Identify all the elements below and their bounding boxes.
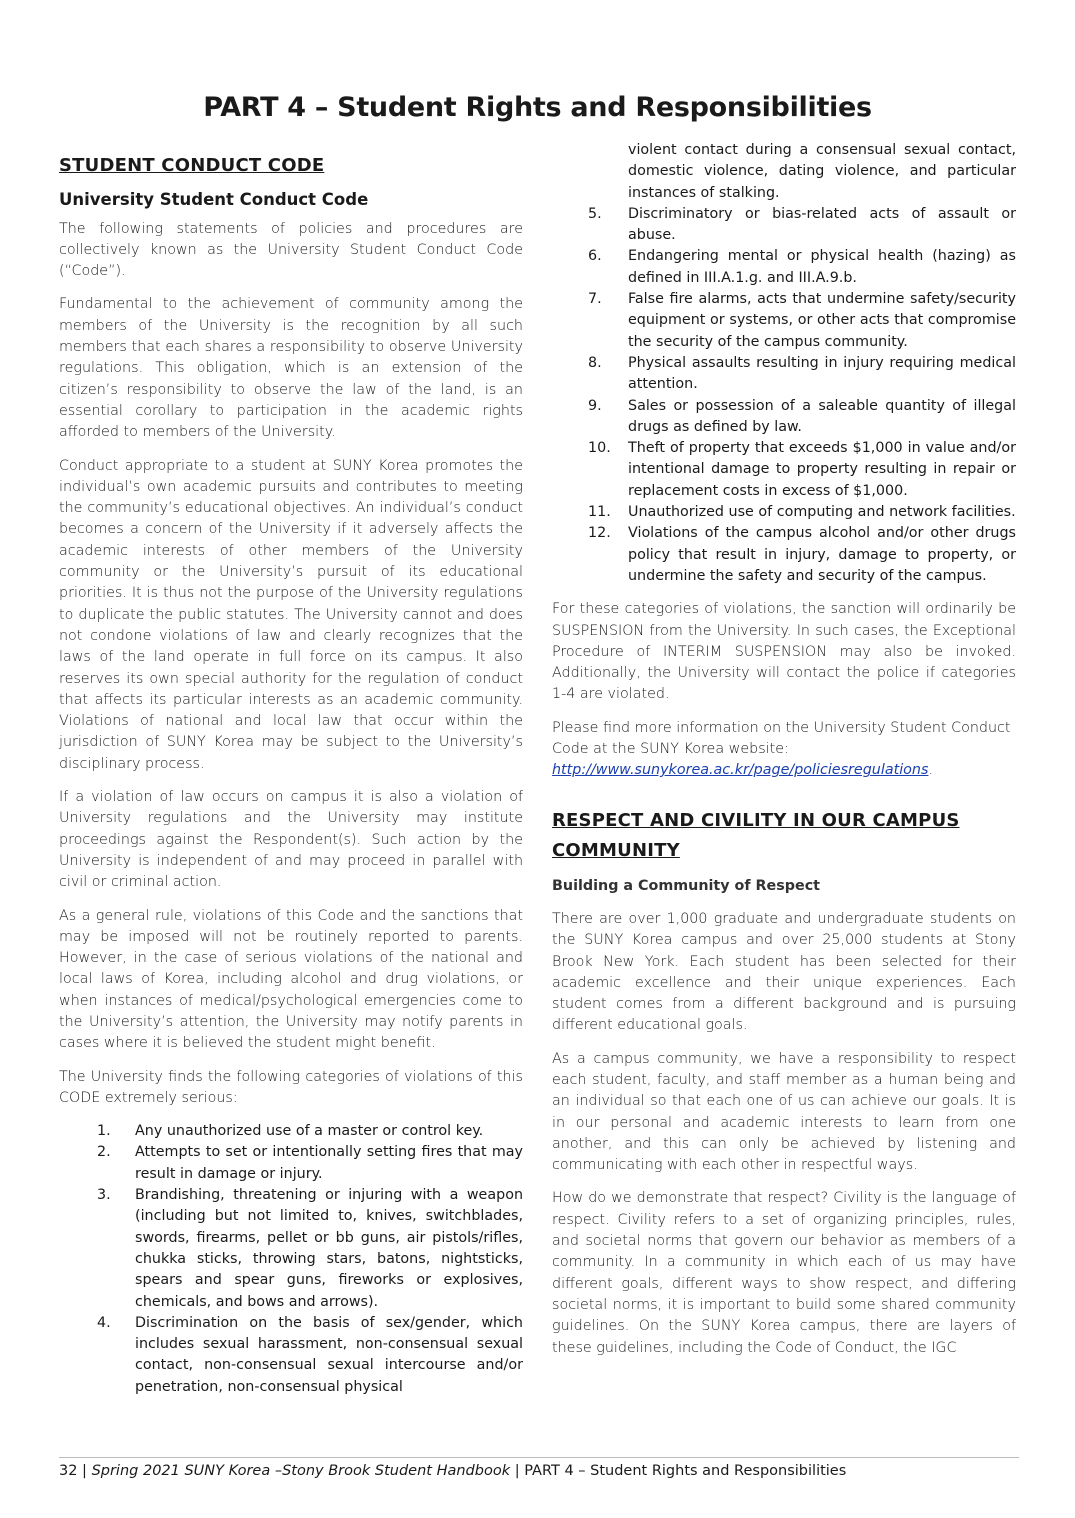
list-number: 10. xyxy=(588,440,611,457)
list-item xyxy=(552,246,1016,289)
list-number: 5. xyxy=(588,205,602,222)
right-column xyxy=(552,140,1016,1371)
violations-list xyxy=(59,1121,523,1398)
footer-divider xyxy=(59,1457,1019,1458)
paragraph: How do we demonstrate that respect? Civility is the language of respect. Civility refers to a set of organizing principles, rules, and societal norms that govern our behavior as members of a community. In a community in which each of us may have different goals, different ways to show respect, and differing societal norms, it is important to build some shared community guidelines. On the SUNY Korea campus, there are layers of these guidelines, including the Code of Conduct, the IGC xyxy=(552,1190,1016,1356)
violations-list-continued xyxy=(552,140,1016,587)
paragraph: As a campus community, we have a responsibility to respect each student, faculty, and staff member as a human being and an individual so that each one of us can achieve our goals. It is in our personal and academic interests to learn from one another, and this can only be achieved by listening and communicating with each other in respectful ways. xyxy=(552,1050,1016,1174)
list-number: 1. xyxy=(97,1123,111,1140)
page-footer xyxy=(59,1461,846,1481)
paragraph: The University finds the following categories of violations of this CODE extremely serious: xyxy=(59,1068,523,1106)
section-heading-respect-civility: RESPECT AND CIVILITY IN OUR CAMPUS COMMUNITY xyxy=(552,809,960,861)
paragraph-sanction: For these categories of violations, the sanction will ordinarily be SUSPENSION from the University. In such cases, the Exceptional Procedure of INTERIM SUSPENSION may also be invoked. Additionally, the University will contact the police if categories 1-4 are violated. xyxy=(552,601,1016,703)
list-item-text: Sales or possession of a saleable quantity of illegal drugs as defined by law. xyxy=(628,397,1016,435)
publication-title: Spring 2021 SUNY Korea –Stony Brook Student Handbook xyxy=(91,1463,511,1479)
list-number: 4. xyxy=(97,1314,111,1331)
paragraph-more-info: Please find more information on the University Student Conduct Code at the SUNY Korea website: xyxy=(552,719,1011,758)
list-item-text: Violations of the campus alcohol and/or other drugs policy that result in injury, damage to property, or undermine the safety and security of the campus. xyxy=(628,525,1016,584)
list-number: 9. xyxy=(588,397,602,414)
left-column xyxy=(59,140,523,1398)
list-item xyxy=(552,502,1016,523)
paragraph: There are over 1,000 graduate and undergraduate students on the SUNY Korea campus and over 25,000 students at Stony Brook New York. Each student has been selected for their academic excellence and their unique experiences. Each student comes from a different background and is pursuing different educational goals. xyxy=(552,910,1016,1034)
footer-separator: | xyxy=(510,1463,525,1479)
footer-section-title: PART 4 – Student Rights and Responsibilities xyxy=(524,1463,847,1479)
paragraph: Fundamental to the achievement of community among the members of the University is the recognition by all such members that each shares a responsibility to observe University regulations. This obligation, which is an extension of the citizen’s responsibility to observe the law of the land, is an essential corollary to participation in the academic rights afforded to members of the University. xyxy=(59,296,523,441)
list-item-text: Unauthorized use of computing and network facilities. xyxy=(628,504,1016,521)
list-item xyxy=(552,204,1016,247)
footer-separator: | xyxy=(77,1463,92,1479)
list-number: 11. xyxy=(588,504,611,521)
list-number: 12. xyxy=(588,525,611,542)
list-number: 3. xyxy=(97,1187,111,1204)
paragraph: If a violation of law occurs on campus it is also a violation of University regulations and the University may institute proceedings against the Respondent(s). Such action by the University is independent of and may proceed in parallel with civil or criminal action. xyxy=(59,789,523,891)
list-item-text: Any unauthorized use of a master or control key. xyxy=(135,1123,484,1140)
policies-link[interactable]: http://www.sunykorea.ac.kr/page/policiesregulations xyxy=(552,762,929,779)
subheading-building-community: Building a Community of Respect xyxy=(552,877,820,894)
paragraph: As a general rule, violations of this Code and the sanctions that may be imposed will not be routinely reported to parents. However, in the case of serious violations of the national and local laws of Korea, including alcohol and drug violations, or when instances of medical/psychological emergencies come to the University’s attention, the University may notify parents in cases where it is believed the student might benefit. xyxy=(59,907,523,1052)
list-number: 7. xyxy=(588,291,602,308)
list-item-text: Attempts to set or intentionally setting fires that may result in damage or injury. xyxy=(135,1144,523,1182)
list-item-text: False fire alarms, acts that undermine safety/security equipment or systems, or other acts that compromise the security of the campus community. xyxy=(628,291,1016,350)
list-item xyxy=(552,438,1016,502)
list-item xyxy=(59,1121,523,1142)
list-item-text: violent contact during a consensual sexual contact, domestic violence, dating violence, and particular instances of stalking. xyxy=(628,142,1016,201)
list-item xyxy=(552,396,1016,439)
link-trailing-period: . xyxy=(928,762,933,779)
list-item xyxy=(59,1313,523,1398)
paragraph: Conduct appropriate to a student at SUNY Korea promotes the individual’s own academic pursuits and contributes to meeting the community’s educational objectives. An individual’s conduct becomes a concern of the University if it adversely affects the academic interests of other members of the University community or the University’s pursuit of its educational priorities. It is thus not the purpose of the University regulations to duplicate the public statutes. The University cannot and does not condone violations of law and clearly recognizes that the laws of the land operate in full force on its campus. It also reserves its own special authority for the regulation of conduct that affects its particular interests as an academic community. Violations of national and local law that occur within the jurisdiction of SUNY Korea may be subject to the University’s disciplinary process. xyxy=(59,457,523,772)
section-heading-student-conduct-code: STUDENT CONDUCT CODE xyxy=(59,155,325,176)
page-title: PART 4 – Student Rights and Responsibilities xyxy=(203,92,872,123)
list-item-text: Brandishing, threatening or injuring with a weapon (including but not limited to, knives, switchblades, swords, firearms, pellet or bb guns, air pistols/rifles, chukka sticks, throwing stars, batons, nightsticks, spears and spear guns, fireworks or explosives, chemicals, and bows and arrows). xyxy=(135,1187,523,1310)
subheading-university-student-conduct-code: University Student Conduct Code xyxy=(59,190,369,210)
page-number: 32 xyxy=(59,1463,78,1479)
list-item-text: Physical assaults resulting in injury requiring medical attention. xyxy=(628,354,1016,393)
list-item-text: Endangering mental or physical health (hazing) as defined in III.A.1.g. and III.A.9.b. xyxy=(628,248,1016,286)
list-item-text: Theft of property that exceeds $1,000 in value and/or intentional damage to property resulting in repair or replacement costs in excess of $1,000. xyxy=(628,440,1016,499)
link-line xyxy=(552,760,1016,781)
list-item-text: Discrimination on the basis of sex/gender, which includes sexual harassment, non-consensual sexual contact, non-consensual sexual intercourse and/or penetration, non-consensual physical xyxy=(135,1314,523,1395)
list-item xyxy=(59,1185,523,1313)
list-item xyxy=(552,289,1016,353)
paragraph: The following statements of policies and procedures are collectively known as the University Student Conduct Code (“Code”). xyxy=(59,220,523,280)
list-item-continuation xyxy=(552,140,1016,204)
list-item-text: Discriminatory or bias-related acts of assault or abuse. xyxy=(628,205,1016,244)
list-item xyxy=(59,1142,523,1185)
list-number: 8. xyxy=(588,354,602,371)
list-number: 6. xyxy=(588,248,602,265)
list-item xyxy=(552,523,1016,587)
list-item xyxy=(552,353,1016,396)
list-number: 2. xyxy=(97,1144,111,1161)
